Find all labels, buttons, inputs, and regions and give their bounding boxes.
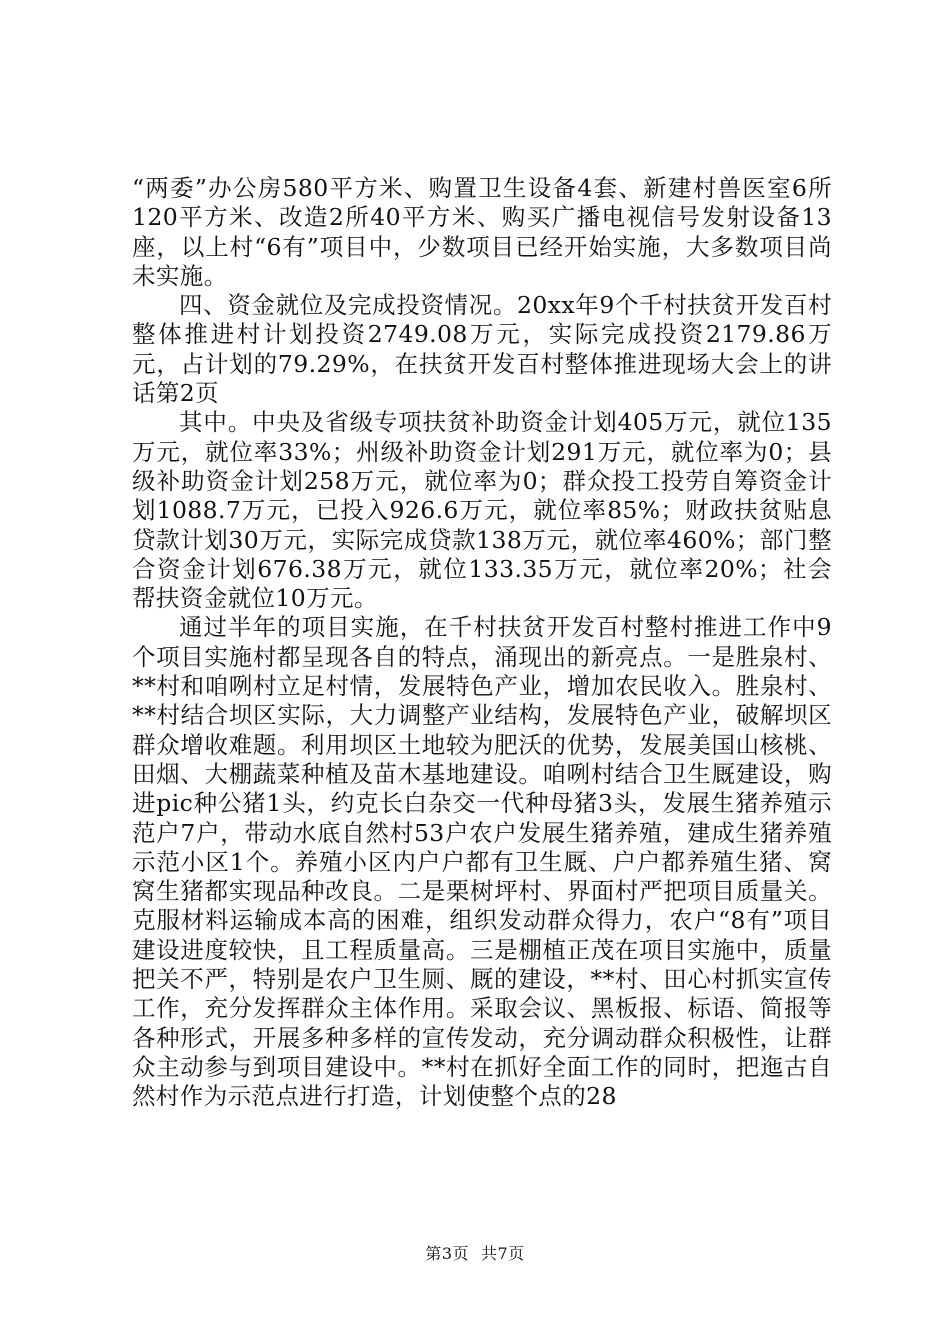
paragraph-3: 其中。中央及省级专项扶贫补助资金计划405万元，就位135万元，就位率33%；州级补助资金计划291万元，就位率为0；县级补助资金计划258万元，就位率为0；群众投工投劳自筹资金计划1088.7万元，已投入926.6万元，就位率85%；财政扶贫贴息贷款计划30万元，实际完成贷款138万元，就位率460%；部门整合资金计划676.38万元，就位133.35万元，就位率20%；社会帮扶资金就位10万元。 — [132, 408, 832, 613]
document-body — [132, 174, 832, 1112]
paragraph-2: 四、资金就位及完成投资情况。20xx年9个千村扶贫开发百村整体推进村计划投资2749.08万元，实际完成投资2179.86万元，占计划的79.29%，在扶贫开发百村整体推进现场大会上的讲话第2页 — [132, 291, 832, 408]
page-footer — [0, 1244, 950, 1264]
page-number: 第3页 — [425, 1244, 469, 1263]
paragraph-4: 通过半年的项目实施，在千村扶贫开发百村整村推进工作中9个项目实施村都呈现各自的特点，涌现出的新亮点。一是胜泉村、**村和咱咧村立足村情，发展特色产业，增加农民收入。胜泉村、**村结合坝区实际，大力调整产业结构，发展特色产业，破解坝区群众增收难题。利用坝区土地较为肥沃的优势，发展美国山核桃、田烟、大棚蔬菜种植及苗木基地建设。咱咧村结合卫生厩建设，购进pic种公猪1头，约克长白杂交一代种母猪3头，发展生猪养殖示范户7户，带动水底自然村53户农户发展生猪养殖，建成生猪养殖示范小区1个。养殖小区内户户都有卫生厩、户户都养殖生猪、窝窝生猪都实现品种改良。二是栗树坪村、界面村严把项目质量关。克服材料运输成本高的困难，组织发动群众得力，农户“8有”项目建设进度较快，且工程质量高。三是棚植正茂在项目实施中，质量把关不严，特别是农户卫生厕、厩的建设，**村、田心村抓实宣传工作，充分发挥群众主体作用。采取会议、黑板报、标语、简报等各种形式，开展多种多样的宣传发动，充分调动群众积极性，让群众主动参与到项目建设中。**村在抓好全面工作的同时，把迤古自然村作为示范点进行打造，计划使整个点的28 — [132, 613, 832, 1111]
page-total: 共7页 — [481, 1244, 525, 1263]
paragraph-1: “两委”办公房580平方米、购置卫生设备4套、新建村兽医室6所120平方米、改造2所40平方米、购买广播电视信号发射设备13座，以上村“6有”项目中，少数项目已经开始实施，大多数项目尚未实施。 — [132, 174, 832, 290]
